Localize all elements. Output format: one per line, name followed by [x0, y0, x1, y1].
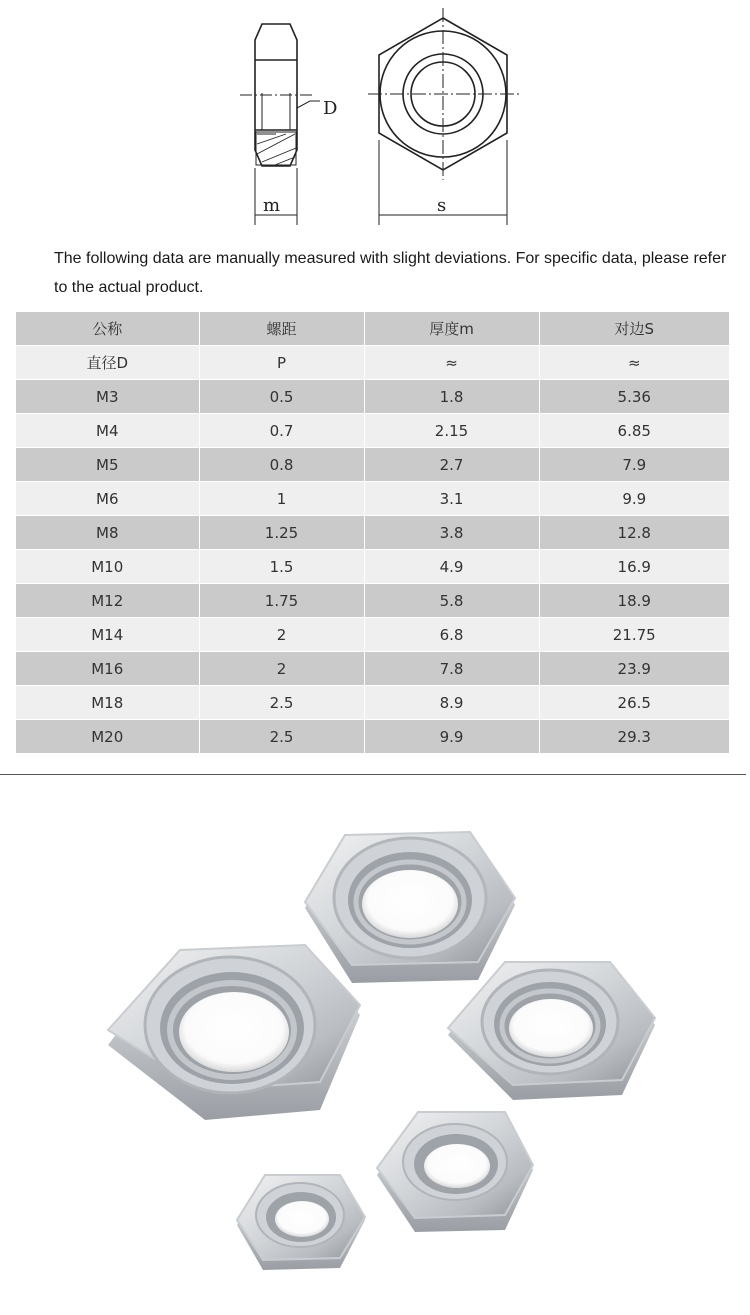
pitch-cell: 2.5	[199, 686, 364, 720]
nominal-diameter-cell: M14	[16, 618, 199, 652]
table-row	[16, 448, 729, 482]
thickness-cell: 4.9	[364, 550, 539, 584]
table-header-row	[16, 346, 729, 380]
nominal-diameter-cell: M12	[16, 584, 199, 618]
front-view	[368, 8, 520, 225]
nominal-diameter-cell: 直径D	[16, 346, 199, 380]
divider	[0, 774, 746, 775]
thickness-cell: 2.7	[364, 448, 539, 482]
pitch-cell: 1.5	[199, 550, 364, 584]
pitch-cell: 0.5	[199, 380, 364, 414]
thickness-cell: 1.8	[364, 380, 539, 414]
nut-photo-4	[377, 1112, 533, 1232]
across-flats-cell: 对边S	[539, 312, 729, 346]
table-row	[16, 584, 729, 618]
spec-table	[16, 312, 729, 754]
across-flats-cell: 9.9	[539, 482, 729, 516]
nut-photo-3	[448, 962, 655, 1100]
thickness-cell: 6.8	[364, 618, 539, 652]
table-header-row	[16, 312, 729, 346]
pitch-cell: P	[199, 346, 364, 380]
table-row	[16, 652, 729, 686]
nominal-diameter-cell: M10	[16, 550, 199, 584]
nut-photo-5	[237, 1175, 365, 1270]
pitch-cell: 0.7	[199, 414, 364, 448]
across-flats-cell: 18.9	[539, 584, 729, 618]
hex-nut-technical-drawing	[0, 0, 750, 235]
across-flats-cell: 29.3	[539, 720, 729, 754]
product-photo	[0, 790, 750, 1315]
table-row	[16, 720, 729, 754]
thickness-cell: 2.15	[364, 414, 539, 448]
pitch-cell: 螺距	[199, 312, 364, 346]
thickness-cell: 5.8	[364, 584, 539, 618]
across-flats-cell: 5.36	[539, 380, 729, 414]
table-row	[16, 618, 729, 652]
nominal-diameter-cell: M3	[16, 380, 199, 414]
table-row	[16, 516, 729, 550]
across-flats-cell: ≈	[539, 346, 729, 380]
nominal-diameter-cell: M18	[16, 686, 199, 720]
pitch-cell: 2	[199, 618, 364, 652]
nut-photo-1	[305, 832, 515, 983]
nut-photo-2	[108, 945, 360, 1120]
pitch-cell: 1.75	[199, 584, 364, 618]
table-row	[16, 550, 729, 584]
label-m: m	[263, 195, 281, 216]
nominal-diameter-cell: M16	[16, 652, 199, 686]
across-flats-cell: 12.8	[539, 516, 729, 550]
table-row	[16, 686, 729, 720]
thickness-cell: 3.8	[364, 516, 539, 550]
thickness-cell: ≈	[364, 346, 539, 380]
nominal-diameter-cell: M20	[16, 720, 199, 754]
pitch-cell: 1	[199, 482, 364, 516]
thickness-cell: 8.9	[364, 686, 539, 720]
pitch-cell: 1.25	[199, 516, 364, 550]
across-flats-cell: 26.5	[539, 686, 729, 720]
nominal-diameter-cell: M6	[16, 482, 199, 516]
measurement-note: The following data are manually measured with slight deviations. For specific data, please refer to the actual product.	[54, 250, 727, 296]
table-row	[16, 482, 729, 516]
pitch-cell: 0.8	[199, 448, 364, 482]
nominal-diameter-cell: M4	[16, 414, 199, 448]
thickness-cell: 7.8	[364, 652, 539, 686]
nominal-diameter-cell: 公称	[16, 312, 199, 346]
table-row	[16, 414, 729, 448]
across-flats-cell: 16.9	[539, 550, 729, 584]
thickness-cell: 厚度m	[364, 312, 539, 346]
across-flats-cell: 21.75	[539, 618, 729, 652]
nominal-diameter-cell: M8	[16, 516, 199, 550]
nominal-diameter-cell: M5	[16, 448, 199, 482]
across-flats-cell: 7.9	[539, 448, 729, 482]
pitch-cell: 2.5	[199, 720, 364, 754]
thickness-cell: 9.9	[364, 720, 539, 754]
label-d: D	[323, 98, 338, 119]
across-flats-cell: 23.9	[539, 652, 729, 686]
table-row	[16, 380, 729, 414]
across-flats-cell: 6.85	[539, 414, 729, 448]
label-s: s	[437, 195, 447, 216]
thickness-cell: 3.1	[364, 482, 539, 516]
pitch-cell: 2	[199, 652, 364, 686]
